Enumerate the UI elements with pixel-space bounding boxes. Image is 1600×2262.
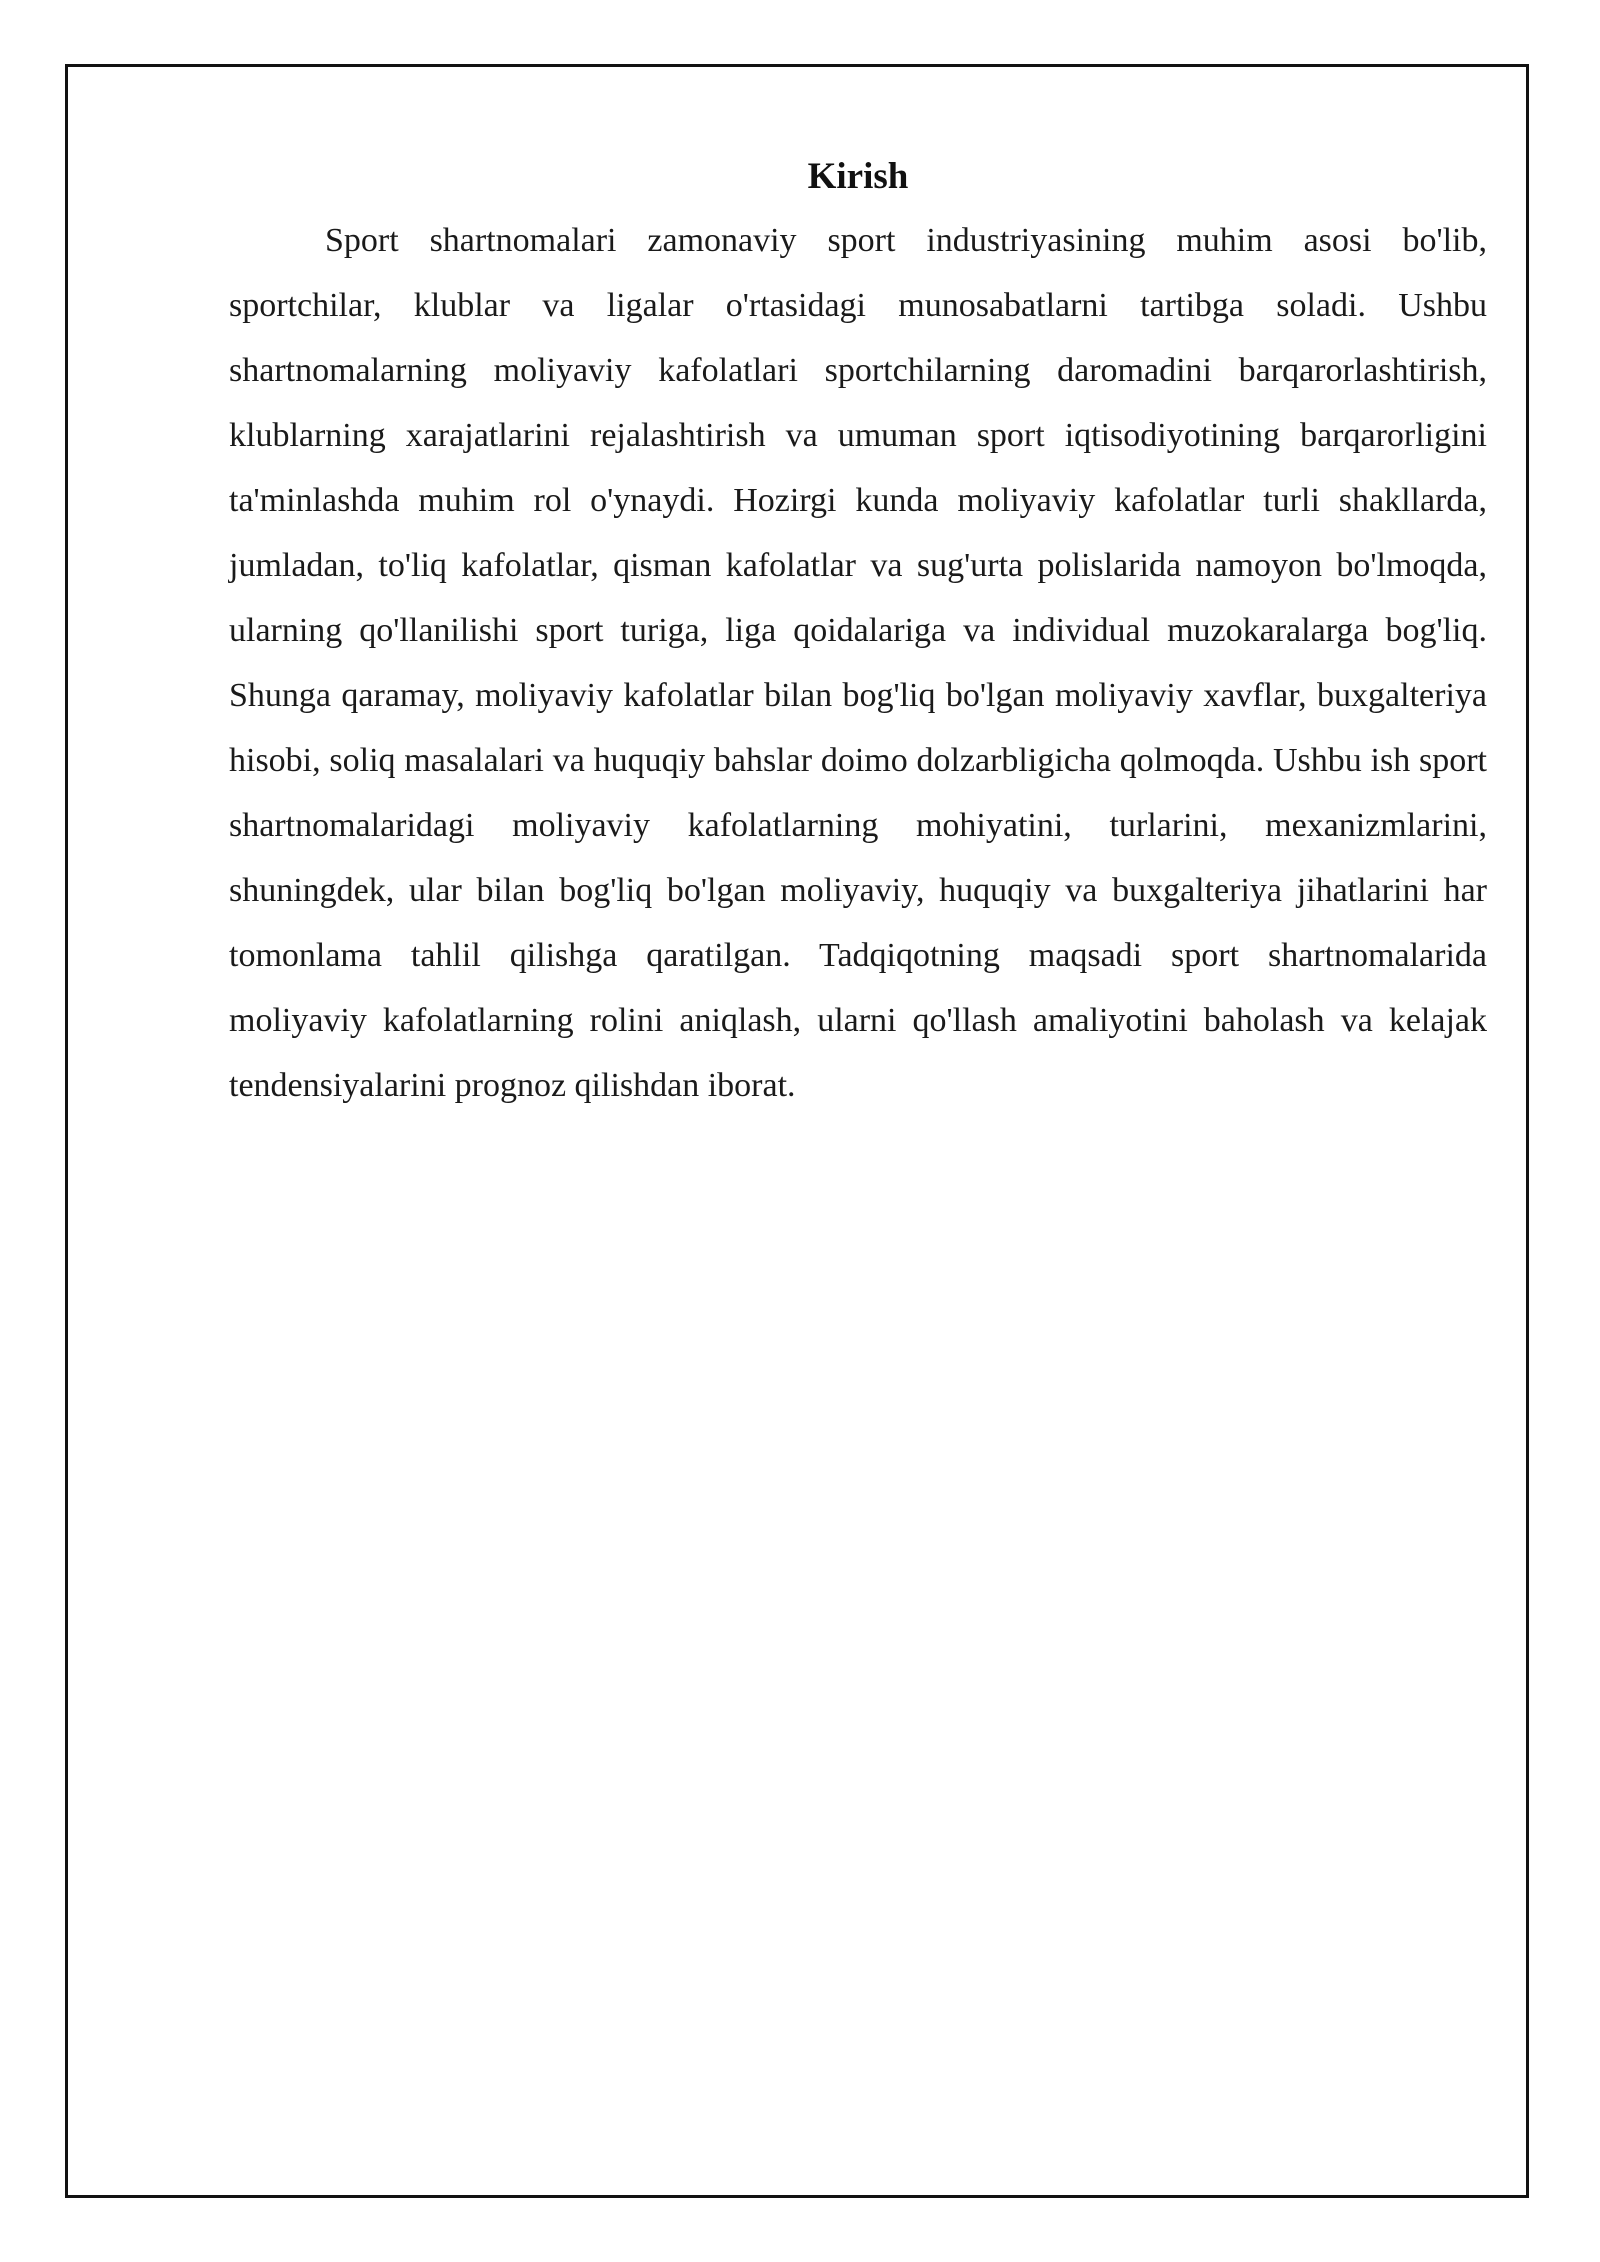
intro-paragraph: Sport shartnomalari zamonaviy sport industriyasining muhim asosi bo'lib, sportchilar, klublar va ligalar o'rtasidagi munosabatlarni tartibga soladi. Ushbu shartnomalarning moliyaviy kafolatlari sportchilarning daromadini barqarorlashtirish, klublarning xarajatlarini rejalashtirish va umuman sport iqtisodiyotining barqarorligini ta'minlashda muhim rol o'ynaydi. Hozirgi kunda moliyaviy kafolatlar turli shakllarda, jumladan, to'liq kafolatlar, qisman kafolatlar va sug'urta polislarida namoyon bo'lmoqda, ularning qo'llanilishi sport turiga, liga qoidalariga va individual muzokaralarga bog'liq. Shunga qaramay, moliyaviy kafolatlar bilan bog'liq bo'lgan moliyaviy xavflar, buxgalteriya hisobi, soliq masalalari va huquqiy bahslar doimo dolzarbligicha qolmoqda. Ushbu ish sport shartnomalaridagi moliyaviy kafolatlarning mohiyatini, turlarini, mexanizmlarini, shuningdek, ular bilan bog'liq bo'lgan moliyaviy, huquqiy va buxgalteriya jihatlarini har tomonlama tahlil qilishga qaratilgan. Tadqiqotning maqsadi sport shartnomalarida moliyaviy kafolatlarning rolini aniqlash, ularni qo'llash amaliyotini baholash va kelajak tendensiyalarini prognoz qilishdan iborat. [229,222,1487,1104]
document-body [229,152,1487,1118]
section-heading: Kirish [807,156,909,197]
